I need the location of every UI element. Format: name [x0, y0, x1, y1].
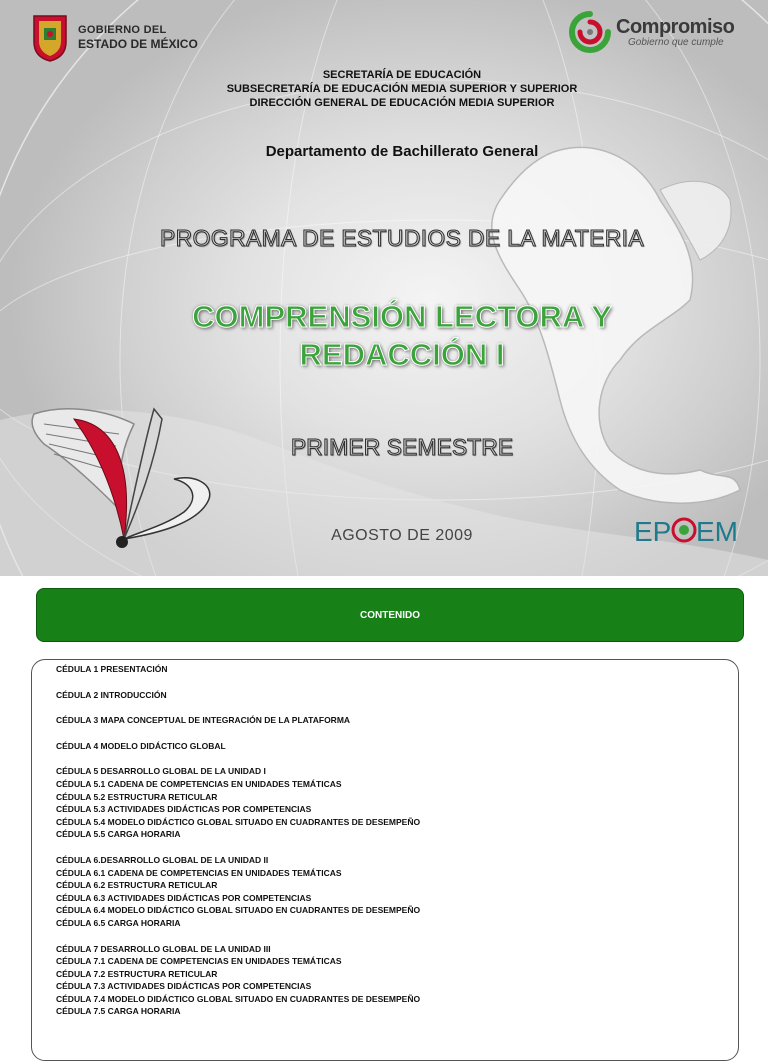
- toc-group: [56, 663, 716, 676]
- toc-group-unidad-3: [56, 943, 716, 1019]
- toc-item: CÉDULA 6.4 MODELO DIDÁCTICO GLOBAL SITUADO EN CUADRANTES DE DESEMPEÑO: [56, 905, 421, 916]
- compromiso-swirl-icon: [568, 10, 612, 54]
- epoem-logo-ep: EP: [634, 516, 672, 547]
- toc-group: [56, 689, 716, 702]
- toc-item: CÉDULA 7.2 ESTRUCTURA RETICULAR: [56, 968, 218, 979]
- toc-item: CÉDULA 1 PRESENTACIÓN: [56, 664, 168, 674]
- toc-item: CÉDULA 5.2 ESTRUCTURA RETICULAR: [56, 791, 218, 802]
- toc-item: CÉDULA 7.3 ACTIVIDADES DIDÁCTICAS POR COMPETENCIAS: [56, 981, 312, 992]
- institution-heading: [0, 68, 768, 110]
- heading-line-direccion: DIRECCIÓN GENERAL DE EDUCACIÓN MEDIA SUPERIOR: [249, 97, 555, 109]
- toc-item: CÉDULA 5 DESARROLLO GLOBAL DE LA UNIDAD I: [56, 766, 266, 777]
- gov-logo-line1: GOBIERNO DEL: [78, 24, 167, 36]
- program-title: PROGRAMA DE ESTUDIOS DE LA MATERIA: [160, 225, 644, 251]
- department-title: Departamento de Bachillerato General: [265, 143, 539, 160]
- toc-item: CÉDULA 5.4 MODELO DIDÁCTICO GLOBAL SITUADO EN CUADRANTES DE DESEMPEÑO: [56, 816, 421, 827]
- epoem-logo: [634, 505, 744, 553]
- coat-of-arms-icon: [30, 12, 70, 62]
- gov-logo-line2: ESTADO DE MÉXICO: [78, 37, 198, 51]
- toc-item: CÉDULA 6.1 CADENA DE COMPETENCIAS EN UNIDADES TEMÁTICAS: [56, 867, 342, 878]
- toc-group-unidad-2: [56, 854, 716, 930]
- toc-item: CÉDULA 6.5 CARGA HORARIA: [56, 917, 181, 928]
- toc-item: CÉDULA 3 MAPA CONCEPTUAL DE INTEGRACIÓN DE LA PLATAFORMA: [56, 715, 351, 726]
- toc-item: CÉDULA 7.4 MODELO DIDÁCTICO GLOBAL SITUADO EN CUADRANTES DE DESEMPEÑO: [56, 993, 421, 1004]
- toc-item: CÉDULA 5.1 CADENA DE COMPETENCIAS EN UNIDADES TEMÁTICAS: [56, 778, 342, 789]
- compromiso-logo: [568, 10, 734, 54]
- toc-group: [56, 714, 716, 727]
- compromiso-name: Compromiso: [616, 16, 735, 38]
- toc-item: CÉDULA 6.DESARROLLO GLOBAL DE LA UNIDAD II: [56, 854, 269, 865]
- toc-item: CÉDULA 5.3 ACTIVIDADES DIDÁCTICAS POR COMPETENCIAS: [56, 804, 312, 815]
- semester-title: PRIMER SEMESTRE: [290, 434, 514, 460]
- toc-item: CÉDULA 7.5 CARGA HORARIA: [56, 1006, 181, 1017]
- publication-date: AGOSTO DE 2009: [331, 527, 473, 544]
- toc-item: CÉDULA 6.2 ESTRUCTURA RETICULAR: [56, 880, 218, 891]
- compromiso-tagline: Gobierno que cumple: [628, 37, 724, 48]
- gobierno-estado-mexico-logo: [30, 12, 198, 62]
- contents-header: [36, 588, 744, 642]
- toc-item: CÉDULA 7.1 CADENA DE COMPETENCIAS EN UNIDADES TEMÁTICAS: [56, 956, 342, 967]
- toc-item: CÉDULA 6.3 ACTIVIDADES DIDÁCTICAS POR COMPETENCIAS: [56, 892, 312, 903]
- epoem-logo-em: EM: [696, 516, 738, 547]
- contents-title: CONTENIDO: [360, 609, 420, 621]
- heading-line-subsecretaria: SUBSECRETARÍA DE EDUCACIÓN MEDIA SUPERIOR Y SUPERIOR: [226, 83, 578, 95]
- subject-title-line1: COMPRENSIÓN LECTORA Y: [192, 299, 612, 334]
- toc-item: CÉDULA 4 MODELO DIDÁCTICO GLOBAL: [56, 740, 226, 751]
- table-of-contents: [56, 663, 716, 1031]
- toc-item: CÉDULA 7 DESARROLLO GLOBAL DE LA UNIDAD III: [56, 943, 271, 954]
- toc-group: [56, 740, 716, 753]
- subject-title-line2: REDACCIÓN I: [299, 337, 505, 372]
- toc-group-unidad-1: [56, 765, 716, 841]
- toc-item: CÉDULA 5.5 CARGA HORARIA: [56, 829, 181, 840]
- subject-title: [0, 298, 768, 374]
- heading-line-secretaria: SECRETARÍA DE EDUCACIÓN: [322, 69, 482, 81]
- epoem-logo-icon: [634, 505, 744, 553]
- toc-item: CÉDULA 2 INTRODUCCIÓN: [56, 689, 167, 700]
